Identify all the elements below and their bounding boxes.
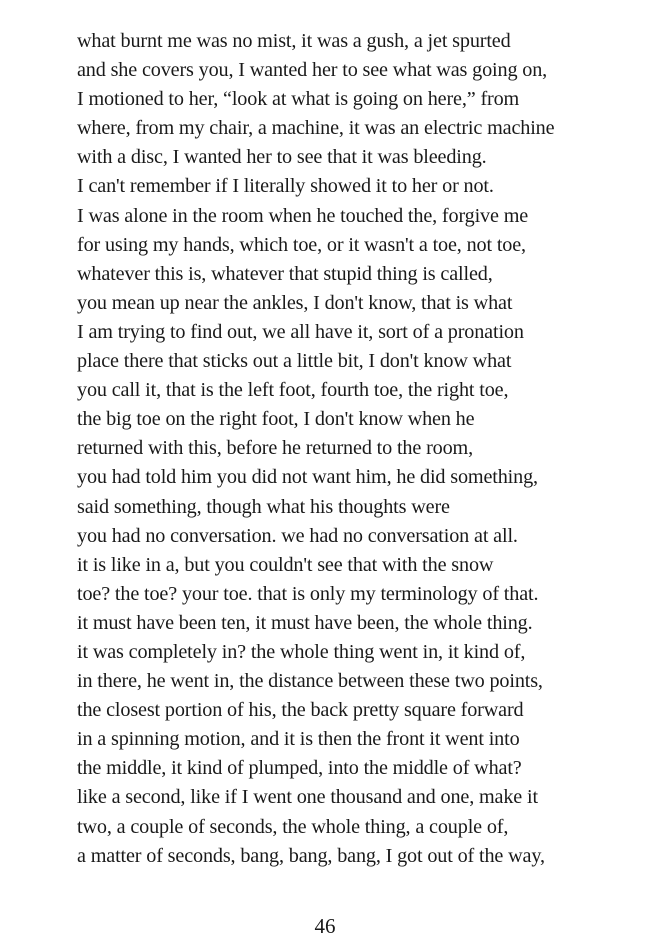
text-line: returned with this, before he returned to the room, [77,437,473,460]
text-line: the middle, it kind of plumped, into the middle of what? [77,757,522,780]
text-line: it is like in a, but you couldn't see that with the snow [77,553,494,576]
text-line: what burnt me was no mist, it was a gush, a jet spurted [77,30,511,52]
text-line: the closest portion of his, the back pretty square forward [77,699,524,722]
text-line: it was completely in? the whole thing went in, it kind of, [77,640,526,663]
text-line: in there, he went in, the distance between these two points, [77,670,543,693]
text-line: a matter of seconds, bang, bang, bang, I got out of the way, [77,844,545,867]
page-number: 46 [314,914,336,938]
text-line: where, from my chair, a machine, it was an electric machine [77,117,555,140]
text-line: I can't remember if I literally showed it to her or not. [77,175,494,198]
text-line: I am trying to find out, we all have it, sort of a pronation [77,320,524,343]
text-line: two, a couple of seconds, the whole thing, a couple of, [77,815,509,838]
text-line: you mean up near the ankles, I don't know, that is what [77,291,513,314]
text-line: toe? the toe? your toe. that is only my terminology of that. [77,582,539,605]
text-line: and she covers you, I wanted her to see what was going on, [77,59,548,82]
text-line: it must have been ten, it must have been, the whole thing. [77,611,533,634]
text-line: you call it, that is the left foot, fourth toe, the right toe, [77,379,509,402]
text-line: like a second, like if I went one thousand and one, make it [77,786,538,809]
text-line: said something, though what his thoughts were [77,495,450,518]
text-line: the big toe on the right foot, I don't know when he [77,408,475,431]
text-line: in a spinning motion, and it is then the front it went into [77,728,520,751]
text-line: you had told him you did not want him, he did something, [77,466,538,489]
text-line: for using my hands, which toe, or it wasn't a toe, not toe, [77,233,526,256]
text-line: with a disc, I wanted her to see that it was bleeding. [77,146,487,169]
poem-text [77,27,637,871]
text-line: whatever this is, whatever that stupid thing is called, [77,262,493,285]
text-line: I was alone in the room when he touched the, forgive me [77,204,529,227]
text-line: you had no conversation. we had no conversation at all. [77,524,518,547]
text-line: place there that sticks out a little bit, I don't know what [77,350,512,373]
text-line: I motioned to her, “look at what is going on here,” from [77,88,520,111]
